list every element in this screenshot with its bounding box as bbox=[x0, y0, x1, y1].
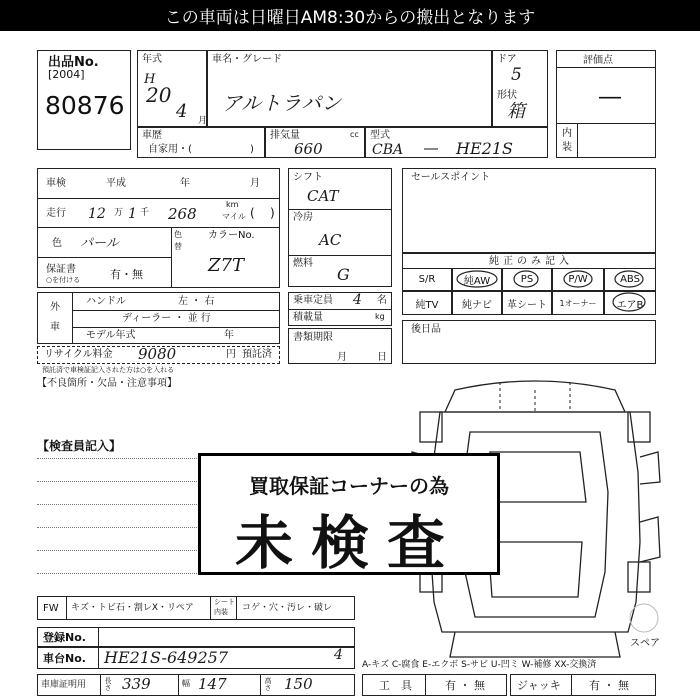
model-value: HE21S bbox=[456, 139, 513, 158]
mileage-unit-km: km bbox=[226, 200, 239, 209]
option-one-owner: 1オーナー bbox=[552, 291, 604, 315]
tools-label: 工 具 bbox=[379, 679, 412, 692]
handle-options: 左 ・ 右 bbox=[178, 296, 215, 307]
option-genuine-tv: 純TV bbox=[402, 291, 452, 315]
warranty-sub: ○を付ける bbox=[46, 276, 81, 284]
shift-value: CAT bbox=[307, 187, 339, 205]
displacement-value: 660 bbox=[294, 140, 323, 158]
door-value: 5 bbox=[511, 65, 522, 85]
score-label: 評価点 bbox=[583, 55, 613, 66]
load-unit: kg bbox=[375, 312, 385, 321]
usage-label: 車歴 bbox=[142, 130, 162, 141]
year-era: H bbox=[144, 72, 156, 87]
usage-value-end: ) bbox=[250, 144, 254, 155]
model-prefix: CBA bbox=[372, 142, 404, 158]
recycle-value: 9080 bbox=[138, 345, 177, 363]
basic-info-block bbox=[37, 168, 280, 288]
fw-row bbox=[37, 596, 355, 620]
year-month: 4 bbox=[176, 101, 188, 122]
model-label: 型式 bbox=[370, 130, 390, 141]
jack-label: ジャッキ bbox=[517, 679, 561, 692]
option-sunroof: S/R bbox=[402, 268, 452, 291]
displacement-unit: cc bbox=[350, 130, 359, 139]
cert-width-value: 147 bbox=[198, 675, 227, 693]
color-change-label-1: 色 bbox=[174, 230, 182, 239]
option-genuine-navi: 純ナビ bbox=[452, 291, 502, 315]
inspection-month-unit: 月 bbox=[250, 178, 260, 189]
recycle-status: 預託済 bbox=[242, 349, 272, 360]
cert-length-value: 339 bbox=[122, 675, 151, 693]
docs-block bbox=[288, 328, 392, 364]
mileage-paren-open: ( bbox=[250, 206, 255, 220]
inspector-label: 【検査員記入】 bbox=[37, 439, 122, 453]
damage-legend: A-キズ C-腐食 E-エクボ S-サビ U-凹ミ W-補修 XX-交換済 bbox=[362, 660, 597, 670]
option-leather-seat: 革シート bbox=[502, 291, 552, 315]
docs-day-unit: 日 bbox=[377, 352, 387, 363]
year-value: 20 bbox=[146, 83, 172, 107]
color-no-label: カラーNo. bbox=[208, 230, 255, 241]
foreign-label-2: 車 bbox=[50, 322, 60, 333]
tools-options: 有 ・ 無 bbox=[445, 679, 485, 692]
score-value: ― bbox=[599, 85, 621, 110]
foreign-label-1: 外 bbox=[50, 302, 60, 313]
lot-box bbox=[37, 50, 131, 150]
lot-number: 80876 bbox=[45, 91, 125, 120]
color-label: 色 bbox=[52, 238, 62, 249]
interior-label-1: 内 bbox=[562, 128, 572, 139]
option-abs: ABS bbox=[604, 268, 656, 291]
dealer-label: ディーラー ・ 並 行 bbox=[122, 313, 211, 324]
registration-row bbox=[37, 627, 355, 647]
mechanical-block bbox=[288, 168, 392, 287]
shape-value: 箱 bbox=[507, 101, 525, 122]
displacement-box bbox=[265, 127, 365, 158]
uninspected-stamp bbox=[198, 453, 500, 575]
option-genuine-aw: 純AW bbox=[452, 268, 502, 291]
capacity-label: 乗車定員 bbox=[293, 295, 333, 306]
sales-point-label: セールスポイント bbox=[411, 172, 491, 183]
option-power-window: P/W bbox=[552, 268, 604, 291]
option-power-steering: PS bbox=[502, 268, 552, 291]
score-box bbox=[556, 50, 656, 158]
door-box bbox=[492, 50, 548, 127]
mileage-sen-unit: 千 bbox=[140, 208, 150, 218]
inspection-year-unit: 年 bbox=[180, 178, 190, 189]
lot-label: 出品No. bbox=[48, 55, 99, 70]
fuel-value: G bbox=[337, 265, 350, 284]
color-no-value: Z7T bbox=[208, 255, 244, 276]
mileage-label: 走行 bbox=[46, 208, 66, 219]
cert-length-label: 長さ bbox=[104, 677, 112, 691]
name-label: 車名・グレード bbox=[212, 54, 282, 65]
handle-label: ハンドル bbox=[86, 296, 126, 307]
fw-seat-2: 内装 bbox=[214, 608, 228, 616]
load-label: 積載量 bbox=[293, 312, 323, 323]
options-title: 純正のみ記入 bbox=[489, 256, 573, 267]
garage-cert-row bbox=[37, 674, 355, 696]
lot-year: [2004] bbox=[48, 68, 85, 81]
fw-text1: キズ・トビ石・割レX・リペア bbox=[71, 603, 194, 613]
fw-text2: コゲ・穴・汚レ・破レ bbox=[242, 603, 333, 613]
cert-label: 車庫証明用 bbox=[41, 680, 87, 690]
model-year-unit: 年 bbox=[224, 330, 234, 341]
usage-box bbox=[137, 127, 265, 158]
shift-label: シフト bbox=[293, 172, 323, 183]
spare-label: スペア bbox=[630, 638, 660, 649]
capacity-unit: 名 bbox=[377, 295, 387, 306]
mileage-paren-close: ) bbox=[270, 206, 275, 220]
chassis-row bbox=[37, 647, 355, 669]
fuel-label: 燃料 bbox=[293, 258, 313, 269]
warranty-options: 有・無 bbox=[110, 268, 143, 281]
shape-label: 形状 bbox=[497, 90, 517, 101]
name-value: アルトラパン bbox=[222, 91, 342, 115]
cert-height-label: 高さ bbox=[264, 677, 272, 691]
mileage-unit-mile: マイル bbox=[222, 212, 246, 221]
mileage-sen: 1 bbox=[128, 206, 137, 222]
warranty-label: 保証書 bbox=[46, 264, 76, 275]
color-change-label-2: 替 bbox=[174, 242, 182, 251]
aircon-label: 冷房 bbox=[293, 212, 313, 223]
docs-label: 書類期限 bbox=[293, 332, 333, 343]
aircon-value: AC bbox=[319, 231, 342, 249]
model-box: 型式 CBA ― HE21S bbox=[365, 127, 548, 158]
name-box bbox=[207, 50, 492, 127]
recycle-unit: 円 bbox=[226, 349, 236, 360]
capacity-block bbox=[288, 292, 392, 326]
mileage-man: 12 bbox=[88, 206, 106, 222]
after-install-box bbox=[402, 320, 656, 364]
foreign-car-block bbox=[37, 292, 280, 344]
cert-height-value: 150 bbox=[284, 675, 313, 693]
registration-label: 登録No. bbox=[43, 631, 86, 644]
year-box bbox=[137, 50, 207, 127]
capacity-value: 4 bbox=[353, 292, 362, 308]
mileage-rest: 268 bbox=[168, 205, 197, 223]
after-install-label: 後日品 bbox=[411, 324, 441, 335]
recycle-note: 預託済で車検証記入された方は○を入れる bbox=[42, 366, 175, 374]
year-label: 年式 bbox=[142, 54, 162, 65]
docs-month-unit: 月 bbox=[337, 352, 347, 363]
sales-point-box bbox=[402, 168, 656, 253]
fw-seat-1: シート bbox=[214, 598, 235, 606]
usage-value: 自家用・( bbox=[148, 144, 192, 155]
option-circles bbox=[402, 268, 656, 315]
displacement-label: 排気量 bbox=[270, 130, 300, 141]
cert-width-label: 幅 bbox=[182, 679, 190, 688]
inspection-era: 平成 bbox=[106, 178, 126, 189]
month-unit: 月 bbox=[198, 116, 208, 126]
recycle-box bbox=[37, 346, 280, 364]
jack-options: 有 ・ 無 bbox=[589, 679, 629, 692]
option-airbag: エアB bbox=[604, 291, 656, 315]
chassis-label: 車台No. bbox=[43, 652, 86, 665]
fw-label: FW bbox=[43, 603, 59, 614]
recycle-label: リサイクル料金 bbox=[44, 349, 113, 360]
stamp-line-2: 未検査 bbox=[234, 509, 463, 577]
defects-label: 【不良箇所・欠品・注意事項】 bbox=[37, 378, 177, 389]
jack-row bbox=[510, 674, 656, 696]
door-label: ドア bbox=[497, 54, 517, 65]
banner: この車両は日曜日AM8:30からの搬出となります bbox=[0, 0, 700, 31]
chassis-tail: 4 bbox=[334, 647, 343, 663]
color-value: パール bbox=[80, 236, 119, 251]
stamp-line-1: 買取保証コーナーの為 bbox=[249, 474, 449, 498]
inspection-label: 車検 bbox=[46, 178, 66, 189]
model-year-label: モデル年式 bbox=[86, 330, 136, 341]
tools-row bbox=[362, 674, 507, 696]
mileage-man-unit: 万 bbox=[114, 208, 124, 218]
interior-label-2: 装 bbox=[562, 142, 572, 153]
chassis-value: HE21S-649257 bbox=[104, 648, 229, 667]
